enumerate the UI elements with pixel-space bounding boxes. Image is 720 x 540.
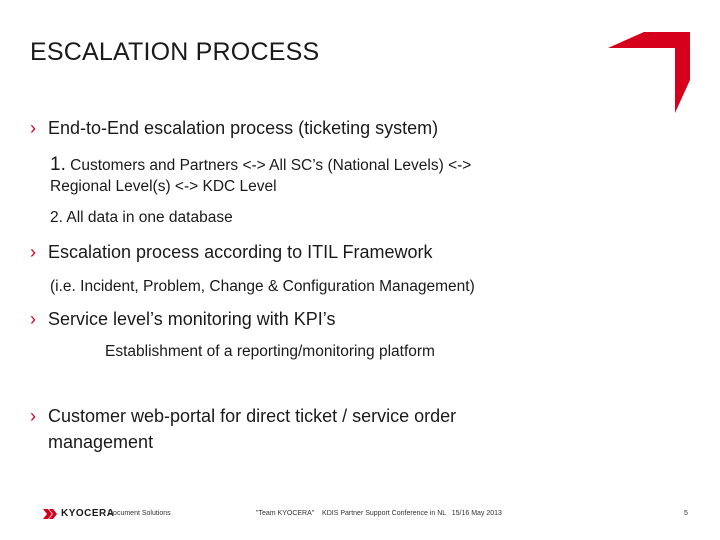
sub-item-2: 2. All data in one database	[50, 209, 233, 226]
chevron-right-icon: ›	[30, 118, 36, 138]
kyocera-logo-icon	[43, 509, 57, 519]
sub-item-text: Customers and Partners <-> All SC’s (National Levels) <->	[65, 157, 472, 174]
chevron-right-icon: ›	[30, 406, 36, 426]
bullet-text: End-to-End escalation process (ticketing system)	[48, 118, 439, 138]
sub-item-1-cont: Regional Level(s) <-> KDC Level	[50, 178, 277, 195]
sub-item-1	[50, 154, 471, 177]
bullet-portal-cont: management	[48, 432, 154, 452]
slide-title: ESCALATION PROCESS	[30, 38, 320, 66]
footer-event: "Team KYOCERA" KDIS Partner Support Conference in NL 15/16 May 2013	[256, 510, 502, 517]
sub-item-number: 1.	[50, 154, 66, 175]
itil-detail: (i.e. Incident, Problem, Change & Configuration Management)	[50, 278, 475, 295]
bullet-kpi	[30, 308, 335, 330]
chevron-right-icon: ›	[30, 309, 36, 329]
bullet-text: Escalation process according to ITIL Framework	[48, 242, 433, 262]
footer-brand: KYOCERA	[61, 508, 115, 519]
bullet-portal	[30, 405, 456, 427]
page-number: 5	[684, 510, 688, 517]
bullet-text: Customer web-portal for direct ticket / service order	[48, 406, 457, 426]
kpi-detail: Establishment of a reporting/monitoring platform	[105, 343, 435, 360]
chevron-right-icon: ›	[30, 242, 36, 262]
bullet-ticketing	[30, 117, 438, 139]
kyocera-corner-mark-icon	[598, 32, 690, 113]
bullet-text: Service level’s monitoring with KPI’s	[48, 309, 336, 329]
bullet-itil	[30, 241, 433, 263]
footer-logo	[43, 508, 115, 519]
footer-division: Document Solutions	[108, 510, 171, 517]
